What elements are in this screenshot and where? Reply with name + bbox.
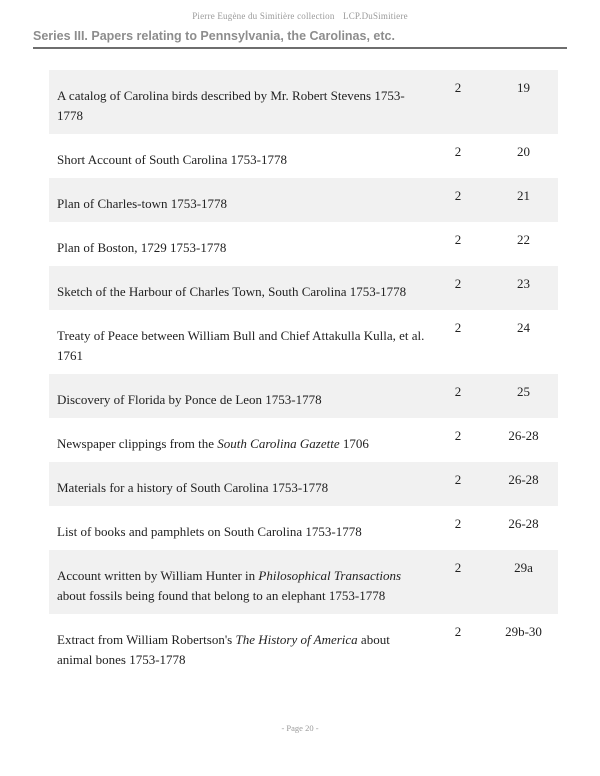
item-folder-number: 23 [517,276,530,291]
item-box-number: 2 [454,276,462,291]
item-text: Discovery of Florida by Ponce de Leon 1753-1778 [57,392,322,407]
item-description [49,462,427,506]
item-description [49,178,427,222]
item-text: Sketch of the Harbour of Charles Town, South Carolina 1753-1778 [57,284,407,299]
table-row [49,266,558,310]
table-row [49,310,558,374]
item-title-italic: The History of America [235,632,358,647]
item-description [49,374,427,418]
item-folder-number: 26-28 [508,472,539,487]
item-box-number: 2 [454,232,462,247]
item-box-number: 2 [454,560,462,575]
item-text: about fossils being found that belong to an elephant 1753-1778 [57,588,386,603]
item-text: Newspaper clippings from the [57,436,218,451]
item-box-number: 2 [454,472,462,487]
item-title-italic: Philosophical Transactions [258,568,402,583]
item-text: Treaty of Peace between William Bull and Chief Attakulla Kulla, et al. 1761 [57,328,425,363]
item-title-italic: South Carolina Gazette [217,436,340,451]
table-row [49,374,558,418]
item-folder-number: 26-28 [508,428,539,443]
item-box-number: 2 [454,320,462,335]
item-description [49,222,427,266]
item-box-number: 2 [454,516,462,531]
collection-title: Pierre Eugène du Simitière collection [192,11,335,21]
table-row [49,418,558,462]
item-description [49,310,427,374]
table-row [49,614,558,678]
item-text: Plan of Boston, 1729 1753-1778 [57,240,227,255]
item-folder-number: 25 [517,384,530,399]
item-description [49,614,427,678]
item-text: about animal bones 1753-1778 [57,632,390,667]
item-folder-number: 19 [517,80,530,95]
table-row [49,222,558,266]
item-text: Short Account of South Carolina 1753-1778 [57,152,288,167]
page-number: - Page 20 - [281,723,319,733]
item-folder-number: 29b-30 [505,624,542,639]
item-description [49,418,427,462]
table-row [49,506,558,550]
item-folder-number: 24 [517,320,530,335]
item-folder-number: 20 [517,144,530,159]
item-text: Account written by William Hunter in [57,568,259,583]
item-description [49,550,427,614]
item-text: Materials for a history of South Carolina 1753-1778 [57,480,329,495]
items-table [49,70,558,678]
item-description [49,134,427,178]
item-description [49,70,427,134]
item-text: A catalog of Carolina birds described by Mr. Robert Stevens 1753-1778 [57,88,405,123]
item-folder-number: 22 [517,232,530,247]
table-row [49,550,558,614]
item-box-number: 2 [454,144,462,159]
item-folder-number: 26-28 [508,516,539,531]
item-box-number: 2 [454,428,462,443]
item-text: List of books and pamphlets on South Carolina 1753-1778 [57,524,362,539]
item-box-number: 2 [454,80,462,95]
item-box-number: 2 [454,188,462,203]
item-text: Extract from William Robertson's [57,632,236,647]
item-box-number: 2 [454,624,462,639]
table-row [49,462,558,506]
item-text: 1706 [339,436,369,451]
collection-id: LCP.DuSimitiere [343,11,408,21]
item-description [49,266,427,310]
table-row [49,70,558,134]
table-row [49,178,558,222]
table-row [49,134,558,178]
item-description [49,506,427,550]
item-text: Plan of Charles-town 1753-1778 [57,196,228,211]
document-header [0,0,600,21]
item-folder-number: 21 [517,188,530,203]
item-box-number: 2 [454,384,462,399]
header-rule [33,47,567,49]
series-heading: Series III. Papers relating to Pennsylvania, the Carolinas, etc. [33,29,395,43]
item-folder-number: 29a [514,560,533,575]
